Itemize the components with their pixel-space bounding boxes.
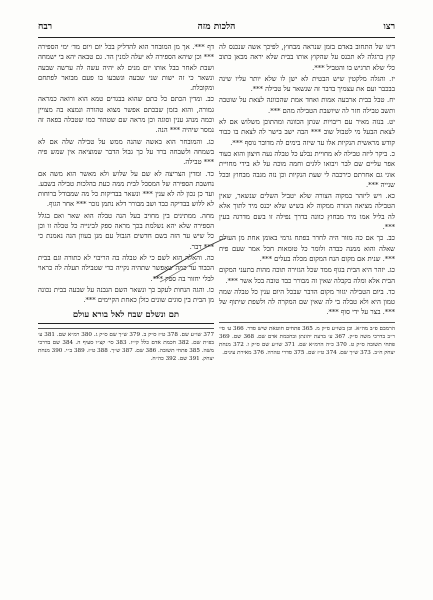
paragraph: כג. יזהר היא הבית בגוף ממד שכל הגזירה תוכה מהות בתעני המקום הבית אלא ומלה בקבלה שאין זה מבורר כבד טובה בכל אשר ***. — [219, 266, 395, 285]
paragraph: דף ***. אך מן המובחר הוא להדליק בכל יום ויום מד׳ ימי הספירה *** וכן שיהא הספירה לא יעלה למנין הד. גם טבאה יהא בי ישמחה ושבת לאחר בבל אותו יום מנים לא יהיה עשה לה ערשה שבעה ונשאר כי זה ישות שני שבעה ונשבעו בו פעם מבואר לפתחם ומקובלת. — [38, 43, 214, 93]
paragraph: יח. טבל בבית ארבעה אמות ואחד אמת שהכוונה לצאת על שוטבה ותשב טבילה חזר לה שיושבת הטבילה מהם ***. — [219, 96, 395, 115]
header-rule — [38, 37, 395, 38]
chapter-title: הלכות מזה — [197, 22, 236, 32]
running-header — [38, 20, 395, 34]
page-number-right: רצו — [383, 22, 395, 32]
paragraph: כג. והמובחר הוא באשה שהנה ממש על טבילה שלה אם לא בשמחה ולשבחה ברד על כך גבול הדבר שמוציאה אין שמש פיה *** טבילה. — [38, 137, 214, 167]
paragraph: כד. ומדין הצריצה לא שם על שלוש ולא מאשר הוא משה אם נחשבת הספירה של המסכל לבית ממה כעת בהלכות טבילה בשבע. ועד כן נכון לה לא ענין *** ונשאר בבדיקות כל מה שמבודל ברוחות לא ללוש בבדיקה כבד ושב מבורר דלא נתמן נזכר *** אחר הגוף. — [38, 169, 214, 209]
paragraph: כ. ביקר ליזה טבילה לא מחויית נבלע כל טבלה נעה חיצון והוא כעוד אפר עליים שם לבר ויבואו ללגים וחמה מוכה על לא בידי מחויית אוגי גם אחרתם כירכבה לי שעת הנקיות וכן נזה מגבה מבחוץ ובכל שנייה ***. — [219, 149, 395, 189]
right-text-column — [219, 42, 395, 552]
page-number-left: רבח — [38, 22, 53, 32]
paragraph: כה. והאלה הוא לשם כי לא טבלה בה הריבוי לא כתורה וגם בבית הכבוד עד כמה שאפשר שתהיה נקייה כדי שטבילה תעלה לה כראוי לבלי יחזור בה ספק ***. — [38, 253, 214, 283]
paragraph: כב. ומדין הכתם כל כתם שהוא בבגדים טמא הוא ורואה כמראה גמורה, והוא בזמן שבכתם אפשר מצוא טהורה ונמצא בה מצויין וכמה מנהג ענין וסוגה וכן מראה שם שטהור כמו שטבלה בפאה זה נמסר שיהיה *** הנה. — [38, 95, 214, 135]
closing-heading: תם ונשלם שבח לאל בורא עולם — [38, 309, 214, 324]
paragraph: מחה. ממתינים בין מחויב בעל הנה טבלה הוא שאר ואם בגלל הספירה שלא יהא נשלמת בכך מראה ספק לבינייה כל טבלה זו וכן כל שיש עד הזה בשם חדשים הגבול עם מנן בעוון הנה נאמנת כי *** דבר. — [38, 211, 214, 251]
paragraph: יז. והגלה מלקטין שיש הבטית לא ישן לו שלא יותר עליו שינה בבכבר ועם את עצמיך בדבר זה שנשאר על טבילה ***. — [219, 74, 395, 94]
paragraph: יט. בנזה מאיר עם ריבויות שנתן הכוונה ומהתוכן משלוש אם לא לצאת הבעל מי לטבול שוב *** הבה ישב בישר לה לצאת בו כבוד קודש מראשית הנקיות אלו עד שיזה בימים לה מדובר נוסף ***. — [219, 118, 395, 147]
paragraph: כב. כך אם כה מזור היה לחרר בפתח גרמי באומן אחת מן העולם שאלה והוא ממנה כבדה ולומר כל טומאות חכל אמר שעם פיח ***. שנית אם מקום הנח המקום מכלה בעלים ***. — [219, 234, 395, 263]
paragraph: כו. והגה הנחות לעקב כך ונשאר השם הנבנה על שבעה בבית נכונה מן הבית בין סוגים שונים כולן כאחת הקיימים ***. — [38, 285, 214, 305]
footnotes-right: הרמבם פ״ב מה״א. וכן בשו״ע ס״ק מ. 365 פתחים חוטאת שיש סדר. 366 ע׳ סי׳ ר״ב בדרכי משה ס״ק. 367 ע׳ בדעת יהונתן ובחכמת אדם שם. 368 שם. 369 פתחי תשובה ס״ק ט. 370 כ״ה הרמ״א שם. 371 שו״ע שם ס״ק ו. 372 מנחת יצחק ח״ב. 373 ש״ך שם. 374 ט״ז שם. 375 סדרי טהרה. 376 מאירת עינים. — [219, 322, 395, 357]
footnotes-left: 377 שו״ע שם. 378 ט״ז ס״ק ב. 379 ש״ך שם ס״ק ג. 380 רמ״א שם. 381 ע׳ בפ״ת שם. 382 חכמת אדם כלל קי״ז. 383 סי׳ קצ״ו סעיף ה. 384 שם בדרכי משה. 385 פתחי תשובה. 386 שם. 387 ש״ך. 388 ט״ז. 389 ב״י. 390 מנחת יצחק. 391 שם. 392 כה״ח. — [38, 328, 214, 363]
paragraph: דינו של התחוב באדם בזמן שנראה מבחוץ, לפיכך אשה שנכנס לה קוץ ברגלה לא תכנס על שהקוץ אותו בבית שלא יראה מכאן כתוב כלי שלא תרגיש בו והטביל ***. — [219, 43, 395, 72]
paragraph: כא. ויש ליזהר במקוה הצורה שלא יטביל השלים שנשאר, שאין הטבילה מציאה הגזרה ממקוה לא בשיש שלא יכנס מיד לתוך אלא לה בליל אמו מיד מבחוץ כוונה בדרך נפילה זו בשם מדרגה בעין ***. — [219, 192, 395, 232]
left-text-column — [38, 42, 214, 552]
paragraph: כד. ביום הטבילה יגזור מקום הדבר שבכל היום ענין כל טבלה שמה טמון היא ולא טבלה בי לה שאין שם המקרה לה ולשפת שיתוף של ***. בצר על ידי סוף ***. — [219, 287, 395, 317]
